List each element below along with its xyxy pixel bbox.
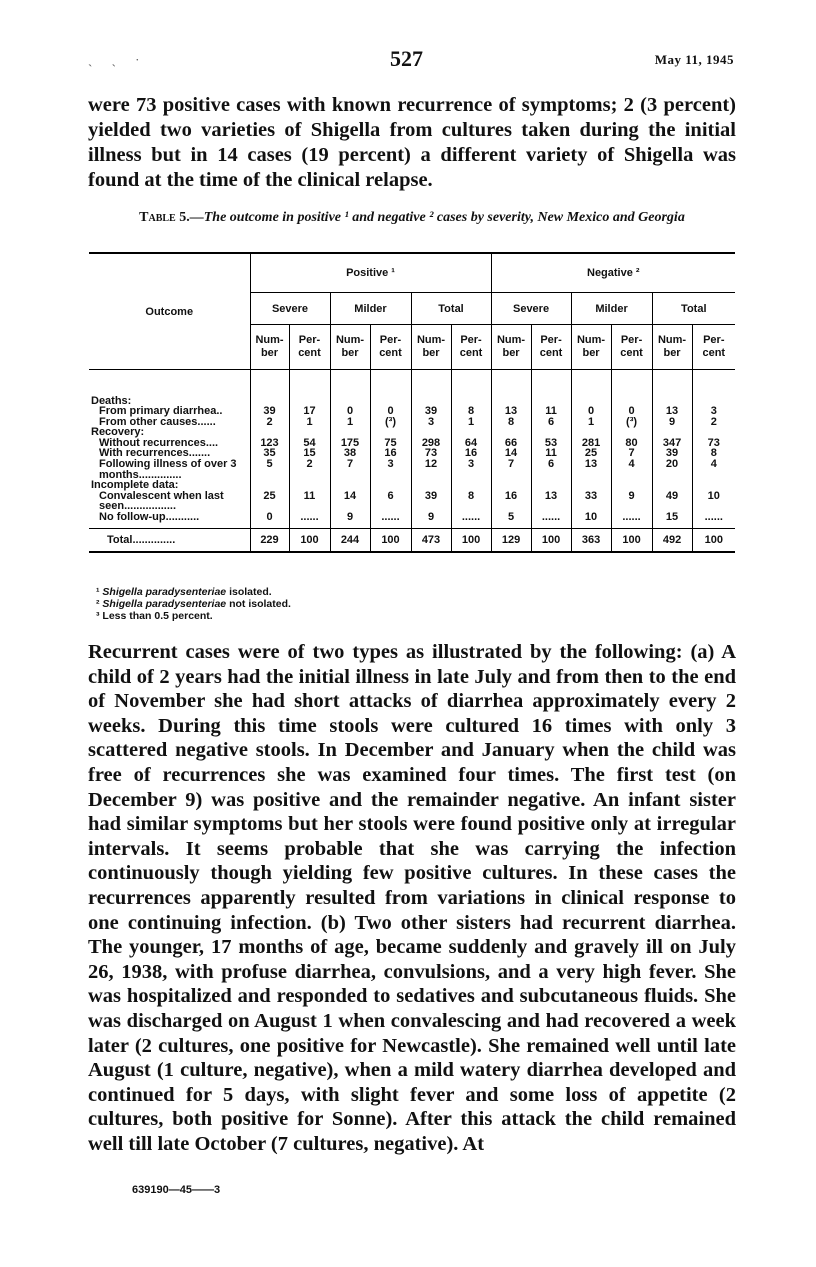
table-cell: 14: [330, 491, 370, 512]
table-cell: 1: [451, 417, 491, 428]
row-label: Without recurrences....: [99, 436, 219, 449]
table-cell: [411, 370, 451, 396]
row-label: From primary diarrhea..: [99, 405, 223, 418]
total-row: [89, 529, 735, 553]
table-cell: 6: [531, 459, 571, 480]
row-label: Deaths:: [91, 394, 132, 407]
table-cell: 11: [531, 406, 571, 417]
table-cell: 0: [611, 406, 652, 417]
subgroup-header: Total: [411, 293, 491, 325]
table-cell: 0: [330, 406, 370, 417]
table-cell: 10: [692, 491, 735, 512]
table-cell: 1: [289, 417, 330, 428]
table-cell: 347: [652, 438, 692, 449]
table-cell: 66: [491, 438, 531, 449]
table-label: Table 5.: [139, 210, 190, 225]
table-cell: [289, 370, 330, 396]
table-cell: (³): [370, 417, 411, 428]
table-cell: 39: [411, 491, 451, 512]
table-cell: [531, 370, 571, 396]
percent-col-header: Per- cent: [370, 325, 411, 370]
table-cell: 8: [451, 491, 491, 512]
table-cell: 14: [491, 448, 531, 459]
table-cell: 16: [451, 448, 491, 459]
percent-col-header: Per- cent: [531, 325, 571, 370]
table-cell: 5: [250, 459, 289, 480]
table-cell: 73: [692, 438, 735, 449]
table-cell: 73: [411, 448, 451, 459]
table-row: [89, 512, 735, 523]
row-label: Incomplete data:: [91, 479, 179, 492]
page-number: 527: [390, 46, 423, 71]
row-label: From other causes......: [99, 415, 216, 428]
table-cell: 25: [250, 491, 289, 512]
table-cell: 2: [692, 417, 735, 428]
table-cell: 2: [289, 459, 330, 480]
table-cell: 7: [330, 459, 370, 480]
group-header: Positive ¹: [250, 253, 491, 293]
row-label: No follow-up...........: [99, 511, 200, 524]
outcome-table: [89, 252, 735, 553]
percent-col-header: Per- cent: [289, 325, 330, 370]
table-cell: 16: [370, 448, 411, 459]
table-cell: 175: [330, 438, 370, 449]
table-cell: 3: [411, 417, 451, 428]
table-cell: 244: [330, 529, 370, 553]
table-cell: ......: [611, 512, 652, 523]
table-cell: 6: [531, 417, 571, 428]
table-cell: 20: [652, 459, 692, 480]
table-cell: 100: [451, 529, 491, 553]
table-cell: [652, 370, 692, 396]
table-cell: 9: [611, 491, 652, 512]
table-row: [89, 491, 735, 512]
table-cell: ......: [692, 512, 735, 523]
table-cell: 16: [491, 491, 531, 512]
table-cell: 100: [370, 529, 411, 553]
table-cell: [370, 370, 411, 396]
table-cell: 13: [491, 406, 531, 417]
number-col-header: Num- ber: [411, 325, 451, 370]
row-label: Convalescent when last seen.................: [99, 489, 224, 513]
table-cell: 9: [411, 512, 451, 523]
table-cell: 2: [250, 417, 289, 428]
table-cell: 1: [571, 417, 611, 428]
printer-imprint: 639190—45——3: [132, 1184, 221, 1196]
table-cell: 15: [652, 512, 692, 523]
number-col-header: Num- ber: [652, 325, 692, 370]
percent-col-header: Per- cent: [692, 325, 735, 370]
number-col-header: Num- ber: [330, 325, 370, 370]
table-cell: 0: [571, 406, 611, 417]
table-cell: 0: [250, 512, 289, 523]
table-cell: 11: [531, 448, 571, 459]
table-cell: 3: [692, 406, 735, 417]
row-label: Recovery:: [91, 426, 145, 439]
footnotes: [96, 586, 291, 622]
table-cell: 129: [491, 529, 531, 553]
table-cell: (³): [611, 417, 652, 428]
table-cell: 0: [370, 406, 411, 417]
subgroup-header: Total: [652, 293, 735, 325]
footnote: ³ Less than 0.5 percent.: [96, 610, 213, 622]
table-cell: 49: [652, 491, 692, 512]
table-cell: 80: [611, 438, 652, 449]
table-cell: 298: [411, 438, 451, 449]
header-marks: ˎ ˏ ·: [88, 52, 148, 67]
table-cell: 53: [531, 438, 571, 449]
table-cell: 39: [250, 406, 289, 417]
table-cell: 3: [370, 459, 411, 480]
outcome-header: Outcome: [89, 253, 250, 370]
table-title: —The outcome in positive ¹ and negative ² cases by severity, New Mexico and Georgia: [189, 210, 685, 225]
footnote: ² Shigella paradysenteriae not isolated.: [96, 598, 291, 610]
subgroup-header: Milder: [571, 293, 652, 325]
table-cell: 281: [571, 438, 611, 449]
table-cell: 5: [491, 512, 531, 523]
row-label: Following illness of over 3 months..............: [99, 458, 237, 481]
table-cell: 13: [652, 406, 692, 417]
table-cell: [692, 370, 735, 396]
table-cell: 17: [289, 406, 330, 417]
table-cell: 39: [411, 406, 451, 417]
table-cell: 473: [411, 529, 451, 553]
table-cell: [571, 370, 611, 396]
table-cell: ......: [289, 512, 330, 523]
intro-paragraph: [88, 93, 736, 193]
table-cell: 11: [289, 491, 330, 512]
table-cell: 10: [571, 512, 611, 523]
subgroup-header: Severe: [250, 293, 330, 325]
table-cell: 229: [250, 529, 289, 553]
table-cell: 75: [370, 438, 411, 449]
percent-col-header: Per- cent: [611, 325, 652, 370]
table-cell: 1: [330, 417, 370, 428]
table-cell: 33: [571, 491, 611, 512]
body-text: Recurrent cases were of two types as illustrated by the following: (a) A child of 2 years had the initial illness in late July and from then to the end of November she had short attacks of diarrhea approximately every 2 weeks. During this time stools were cultured 16 times with only 3 scattered negative stools. In December and January when the child was free of recurrences she was examined four times. The first test (on December 9) was positive and the remainder negative. An infant sister had similar symptoms but her stools were found positive only at irregular intervals. It seems probable that she was carrying the infection continuously though yielding few positive cultures. In these cases the recurrences apparently resulted from variations in clinical response to one continuing infection. (b) Two other sisters had recurrent diarrhea. The younger, 17 months of age, became suddenly and gravely ill on July 26, 1938, with profuse diarrhea, convulsions, and a very high fever. She was hospitalized and responded to sedatives and subcutaneous fluids. She was discharged on August 1 when convalescing and had recovered a week later (2 cultures, one positive for Newcastle). She remained well until late August (1 culture, negative), when a mild watery diarrhea developed and continued for 5 days, with slight fever and some loss of appetite (2 cultures, both positive for Sonne). After this attack the child remained well till late October (7 cultures, negative). At: [88, 641, 736, 1155]
table-cell: 39: [652, 448, 692, 459]
table-cell: 100: [289, 529, 330, 553]
table-cell: 8: [451, 406, 491, 417]
row-label: With recurrences.......: [99, 447, 211, 460]
table-cell: ......: [451, 512, 491, 523]
row-label: Total..............: [89, 529, 250, 553]
table-cell: 8: [692, 448, 735, 459]
table-cell: ......: [370, 512, 411, 523]
table-cell: 100: [531, 529, 571, 553]
table-cell: 100: [692, 529, 735, 553]
number-col-header: Num- ber: [571, 325, 611, 370]
table-cell: 4: [692, 459, 735, 480]
table-cell: 100: [611, 529, 652, 553]
table-cell: 35: [250, 448, 289, 459]
percent-col-header: Per- cent: [451, 325, 491, 370]
table-cell: 3: [451, 459, 491, 480]
table-cell: [250, 370, 289, 396]
table-cell: ......: [531, 512, 571, 523]
table-row: [89, 459, 735, 480]
footnote: ¹ Shigella paradysenteriae isolated.: [96, 586, 272, 598]
table-caption: [88, 209, 736, 226]
table-cell: [491, 370, 531, 396]
number-col-header: Num- ber: [491, 325, 531, 370]
table-cell: 38: [330, 448, 370, 459]
table-cell: 25: [571, 448, 611, 459]
table-cell: 7: [611, 448, 652, 459]
table-cell: [330, 370, 370, 396]
intro-text: were 73 positive cases with known recurrence of symptoms; 2 (3 percent) yielded two varieties of Shigella from cultures taken during the initial illness but in 14 cases (19 percent) a different variety of Shigella was found at the time of the clinical relapse.: [88, 94, 736, 191]
issue-date: May 11, 1945: [654, 52, 734, 67]
table-cell: 54: [289, 438, 330, 449]
table-row: [89, 417, 735, 428]
body-paragraph: [88, 640, 736, 1156]
subgroup-header: Severe: [491, 293, 571, 325]
table-cell: 492: [652, 529, 692, 553]
table-cell: 4: [611, 459, 652, 480]
table-cell: 64: [451, 438, 491, 449]
number-col-header: Num- ber: [250, 325, 289, 370]
group-header: Negative ²: [491, 253, 735, 293]
table-cell: [611, 370, 652, 396]
table-cell: 13: [531, 491, 571, 512]
table-cell: [451, 370, 491, 396]
table-cell: 8: [491, 417, 531, 428]
subgroup-header: Milder: [330, 293, 411, 325]
table-cell: 12: [411, 459, 451, 480]
table-cell: 6: [370, 491, 411, 512]
table-cell: 9: [330, 512, 370, 523]
table-cell: 13: [571, 459, 611, 480]
table-cell: 7: [491, 459, 531, 480]
table-cell: 15: [289, 448, 330, 459]
table-cell: 363: [571, 529, 611, 553]
table-cell: 123: [250, 438, 289, 449]
table-cell: 9: [652, 417, 692, 428]
